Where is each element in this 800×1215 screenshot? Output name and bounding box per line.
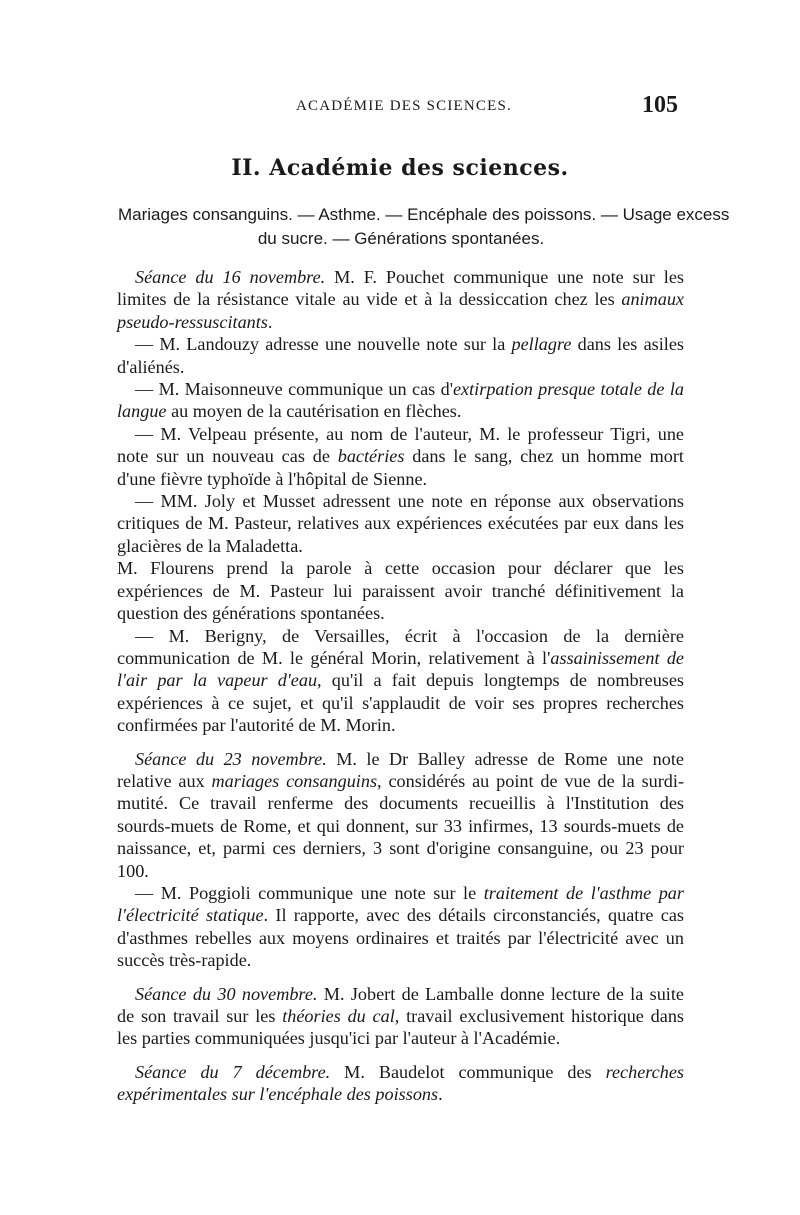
paragraph-maisonneuve bbox=[117, 378, 684, 423]
paragraph-text: M. F. Pouchet communique une note sur les limites de la résistance vitale au vide et à la dessiccation chez les bbox=[117, 267, 684, 310]
seance-date: Séance du 23 novembre. bbox=[135, 748, 327, 769]
italic-term: traitement de l'asthme par l'électricité statique bbox=[117, 882, 684, 926]
paragraph-text: — M. Landouzy adresse une nouvelle note sur la bbox=[135, 334, 512, 355]
paragraph-text: M. Baudelot communique des bbox=[330, 1061, 606, 1082]
section-summary bbox=[118, 203, 730, 251]
paragraph-text: dans les asiles d'aliénés. bbox=[117, 334, 684, 377]
summary-line-1: Mariages consanguins. — Asthme. — Encéphale des poissons. — Usage excess bbox=[118, 205, 730, 224]
seance-date: Séance du 7 décembre. bbox=[135, 1061, 331, 1082]
paragraph-joly-musset bbox=[117, 490, 684, 557]
paragraph-seance-30-novembre bbox=[117, 983, 684, 1050]
italic-term: pellagre bbox=[511, 334, 572, 355]
paragraph-landouzy bbox=[117, 333, 684, 378]
paragraph-text: . bbox=[267, 311, 273, 332]
italic-term: bactéries bbox=[337, 446, 405, 467]
paragraph-text: M. Flourens prend la parole à cette occasion pour déclarer que les expériences de M. Pasteur lui paraissent avoir tranché définitivement la question des générations spontanées. bbox=[117, 558, 684, 624]
page-number: 105 bbox=[642, 92, 678, 118]
body-text bbox=[117, 266, 684, 1106]
italic-term: extirpation presque totale de la langue bbox=[117, 379, 684, 422]
paragraph-text: au moyen de la cautérisation en flèches. bbox=[166, 401, 462, 422]
paragraph-text: . bbox=[438, 1084, 443, 1105]
paragraph-text: , considérés au point de vue de la surdi-mutité. Ce travail renferme des documents recueillis à l'Institution des sourds-muets de Rome, et qui donnent, sur 33 infirmes, 13 sourds-muets de naissance, et, parmi ces derniers, 3 sont d'origine consanguine, ou 23 pour 100. bbox=[117, 770, 685, 881]
paragraph-text: dans le sang, chez un homme mort d'une fièvre typhoïde à l'hôpital de Sienne. bbox=[117, 446, 684, 489]
italic-term: assainissement de l'air par la vapeur d'eau bbox=[117, 647, 684, 691]
seance-date: Séance du 30 novembre. bbox=[135, 983, 318, 1004]
italic-term: recherches expérimentales sur l'encéphale des poissons bbox=[117, 1061, 684, 1105]
paragraph-velpeau bbox=[117, 423, 684, 490]
italic-term: animaux pseudo-ressuscitants bbox=[117, 289, 684, 332]
paragraph-text: . Il rapporte, avec des détails circonstanciés, quatre cas d'asthmes rebelles aux moyens ordinaires et traités par l'électricité avec un succès très-rapide. bbox=[117, 905, 684, 971]
paragraph-text: , travail exclusivement historique dans les parties communiquées jusqu'ici par l'auteur à l'Académie. bbox=[117, 1006, 684, 1049]
paragraph-text: , qu'il a fait depuis longtemps de nombreuses expériences à ce sujet, et qu'il s'applaudit de voir ses propres recherches confirmées par l'autorité de M. Morin. bbox=[117, 670, 685, 736]
paragraph-flourens bbox=[117, 557, 684, 624]
paragraph-poggioli bbox=[117, 882, 684, 972]
section-title: II. Académie des sciences. bbox=[231, 155, 569, 181]
paragraph-text: — M. Berigny, de Versailles, écrit à l'occasion de la dernière communication de M. le général Morin, relativement à l' bbox=[117, 625, 684, 668]
summary-line-2: du sucre. — Générations spontanées. bbox=[257, 229, 545, 248]
italic-term: mariages consanguins bbox=[211, 770, 378, 791]
paragraph-text: — M. Maisonneuve communique un cas d' bbox=[135, 379, 453, 400]
paragraph-text: — M. Velpeau présente, au nom de l'auteur, M. le professeur Tigri, une note sur un nouveau cas de bbox=[117, 423, 684, 467]
paragraph-text: — MM. Joly et Musset adressent une note en réponse aux observations critiques de M. Pasteur, relatives aux expériences exécutées par eux dans les glacières de la Maladetta. bbox=[117, 491, 684, 556]
seance-date: Séance du 16 novembre. bbox=[135, 267, 326, 287]
paragraph-text: M. le Dr Balley adresse de Rome une note relative aux bbox=[117, 748, 684, 791]
paragraph-seance-23-novembre bbox=[117, 748, 684, 882]
paragraph-text: M. Jobert de Lamballe donne lecture de la suite de son travail sur les bbox=[117, 983, 684, 1026]
paragraph-berigny bbox=[117, 625, 684, 737]
paragraph-seance-16-novembre bbox=[117, 266, 684, 333]
paragraph-seance-7-decembre bbox=[117, 1061, 684, 1106]
italic-term: théories du cal bbox=[282, 1006, 395, 1026]
running-title: ACADÉMIE DES SCIENCES. bbox=[296, 98, 512, 114]
paragraph-text: — M. Poggioli communique une note sur le bbox=[135, 882, 484, 903]
